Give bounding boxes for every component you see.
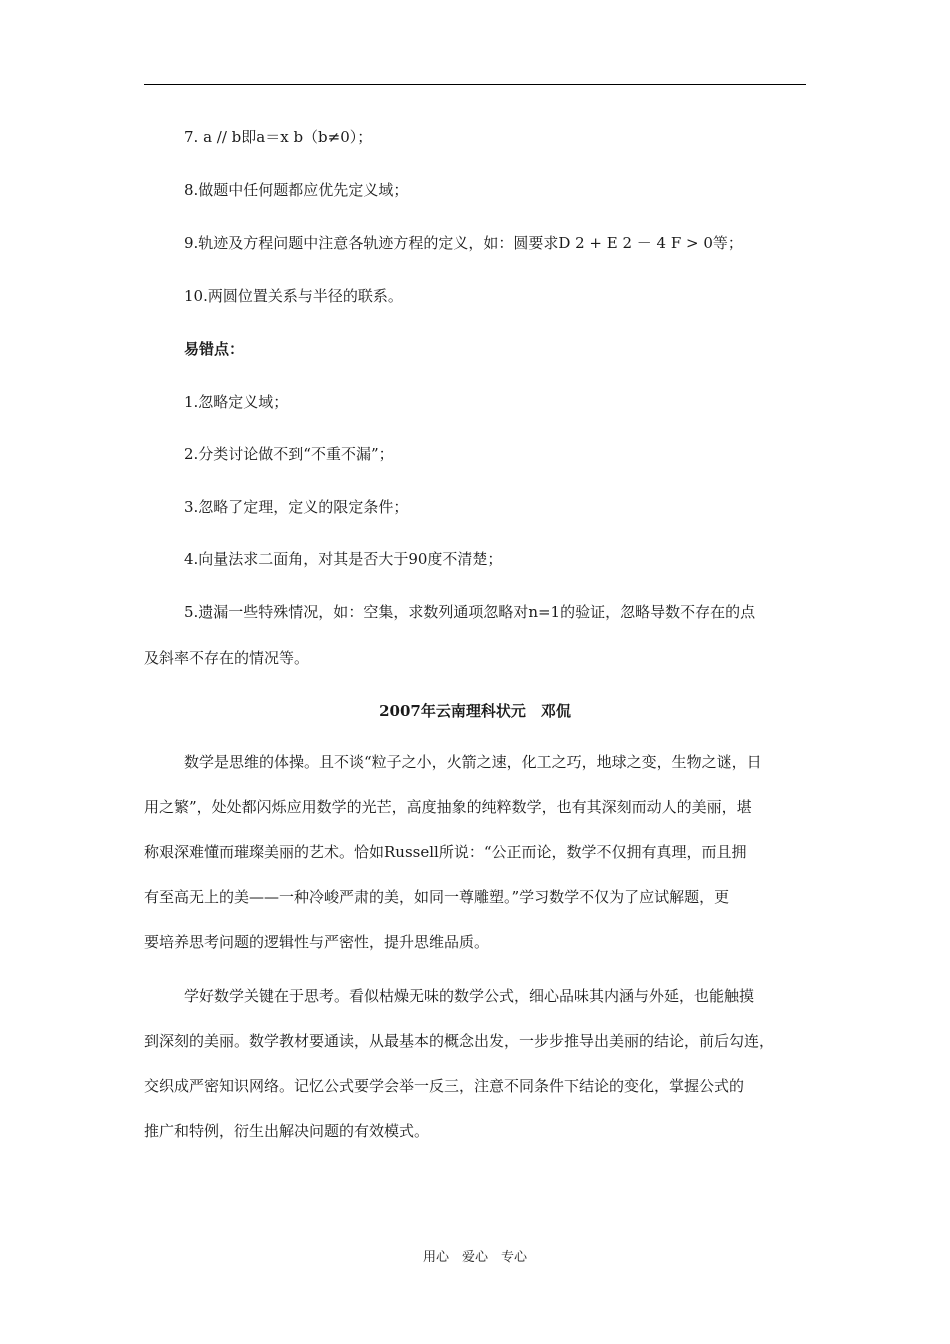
- error-item-5-cont: 及斜率不存在的情况等。: [144, 649, 310, 667]
- para2-line: 推广和特例，衍生出解决问题的有效模式。: [144, 1122, 430, 1140]
- para1-line: 用之繁”，处处都闪烁应用数学的光芒，高度抽象的纯粹数学，也有其深刻而动人的美丽，堪: [144, 798, 752, 816]
- errors-heading: 易错点：: [184, 340, 245, 358]
- para2-line: 学好数学关键在于思考。看似枯燥无味的数学公式，细心品味其内涵与外延，也能触摸: [184, 987, 755, 1005]
- para1-line: 有至高无上的美——一种冷峻严肃的美，如同一尊雕塑。”学习数学不仅为了应试解题，更: [144, 888, 730, 906]
- section-title: 2007年云南理科状元 邓侃: [379, 702, 571, 720]
- error-item-2: 2.分类讨论做不到“不重不漏”；: [184, 445, 394, 463]
- list-item-8: 8.做题中任何题都应优先定义域；: [184, 181, 409, 199]
- error-item-3: 3.忽略了定理，定义的限定条件；: [184, 498, 409, 516]
- para2-line: 交织成严密知识网络。记忆公式要学会举一反三，注意不同条件下结论的变化，掌握公式的: [144, 1077, 745, 1095]
- error-item-1: 1.忽略定义域；: [184, 393, 289, 411]
- page-footer: 用心 爱心 专心: [422, 1250, 527, 1265]
- header-rule: [144, 84, 806, 85]
- para1-line: 称艰深难懂而璀璨美丽的艺术。恰如Russell所说：“公正而论，数学不仅拥有真理，而且拥: [144, 843, 747, 861]
- para1-line: 要培养思考问题的逻辑性与严密性，提升思维品质。: [144, 933, 490, 951]
- list-item-9: 9.轨迹及方程问题中注意各轨迹方程的定义，如：圆要求D 2 + E 2 － 4 F > 0等；: [184, 234, 743, 252]
- list-item-10: 10.两圆位置关系与半径的联系。: [184, 287, 403, 305]
- para2-line: 到深刻的美丽。数学教材要通读，从最基本的概念出发，一步步推导出美丽的结论，前后勾连，: [144, 1032, 775, 1050]
- error-item-4: 4.向量法求二面角，对其是否大于90度不清楚；: [184, 550, 503, 568]
- para1-line: 数学是思维的体操。且不谈“粒子之小，火箭之速，化工之巧，地球之变，生物之谜，日: [184, 753, 762, 771]
- error-item-5: 5.遗漏一些特殊情况，如：空集，求数列通项忽略对n=1的验证，忽略导数不存在的点: [184, 603, 756, 621]
- list-item-7: 7. a // b即a＝x b（b≠0）；: [184, 128, 373, 146]
